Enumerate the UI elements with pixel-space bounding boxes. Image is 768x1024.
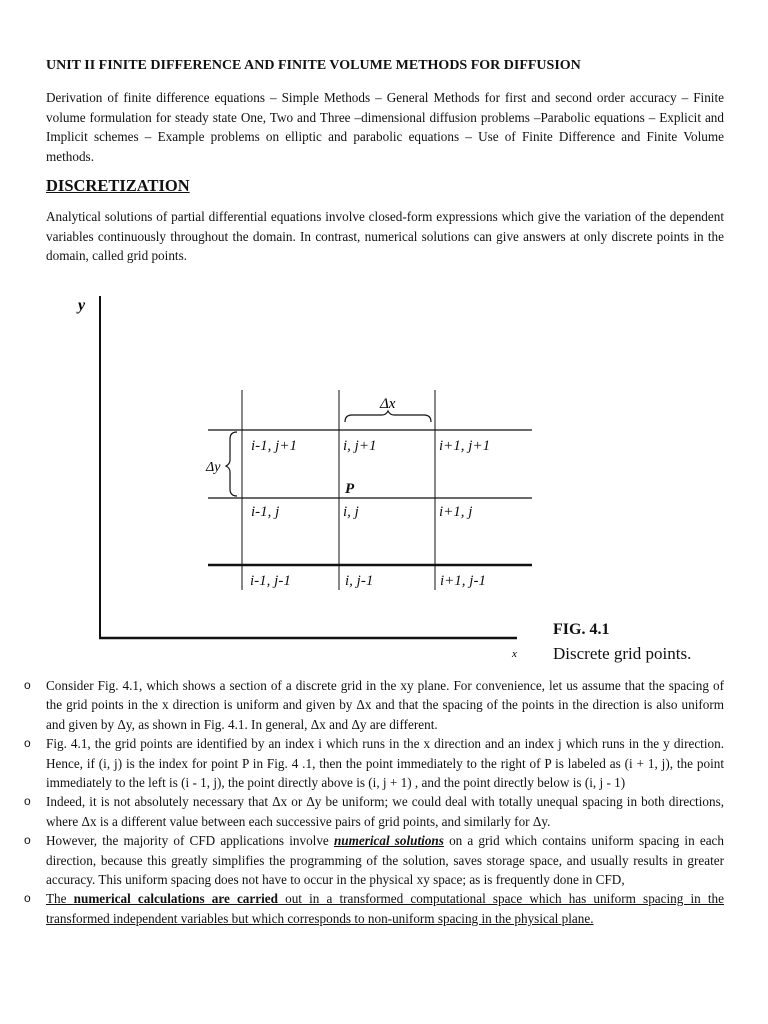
point-p-label: P	[345, 481, 355, 497]
bullet-text: out in a transformed computational space which has uniform spacing in the transformed independent variables but which corresponds to non-uniform spacing in the physical plane.	[46, 891, 724, 926]
dx-brace	[345, 411, 431, 422]
grid-diagram	[0, 280, 768, 670]
label-i-j+1: i, j+1	[343, 438, 377, 454]
bullet-item	[46, 792, 724, 831]
grid-figure	[0, 280, 768, 670]
y-axis-label: y	[78, 297, 86, 314]
label-i-1-j: i-1, j	[251, 504, 280, 520]
dy-label: Δy	[206, 460, 221, 475]
dx-label: Δx	[380, 396, 396, 412]
label-i+1-j: i+1, j	[439, 504, 473, 520]
section-paragraph: Analytical solutions of partial differential equations involve closed-form expressions which give the variation of the dependent variables continuously throughout the domain. In contrast, numerical solutions can give answers at only discrete points in the domain, called grid points.	[46, 209, 724, 264]
x-axis-label: x	[512, 648, 517, 660]
unit-title: UNIT II FINITE DIFFERENCE AND FINITE VOLUME METHODS FOR DIFFUSION	[46, 58, 581, 73]
emphasis-numerical-calculations: numerical calculations are carried	[73, 891, 278, 907]
bullet-item	[46, 676, 724, 734]
bullet-item	[46, 831, 724, 889]
label-i-j-1: i, j-1	[345, 573, 374, 589]
figure-number: FIG. 4.1	[553, 621, 610, 638]
bullet-item	[46, 889, 724, 928]
label-i+1-j+1: i+1, j+1	[439, 438, 491, 454]
bullet-text: Fig. 4.1, the grid points are identified by an index i which runs in the x direction and an index j which runs in the y direction. Hence, if (i, j) is the index for point P in Fig. 4 .1, then the point immediately to the right of P is labeled as (i + 1, j), the point immediately to the left is (i - 1, j), the point directly above is (i, j + 1) , and the point directly below is (i, j - 1)	[46, 736, 724, 791]
section-heading: DISCRETIZATION	[46, 176, 190, 195]
label-i+1-j-1: i+1, j-1	[440, 573, 486, 589]
bullet-item	[46, 734, 724, 792]
bullet-text: Indeed, it is not absolutely necessary that Δx or Δy be uniform; we could deal with totally unequal spacing in both directions, where Δx is a different value between each successive pairs of grid points, and similarly for Δy.	[46, 794, 724, 829]
syllabus-paragraph: Derivation of finite difference equations – Simple Methods – General Methods for first and second order accuracy – Finite volume formulation for steady state One, Two and Three –dimensional diffusion problems –Parabolic equations – Explicit and Implicit schemes – Example problems on elliptic and parabolic equations – Use of Finite Difference and Finite Volume methods.	[46, 90, 724, 164]
label-i-1-j+1: i-1, j+1	[251, 438, 297, 454]
bullet-text: on a grid which contains uniform spacing in each direction, because this greatly simplifies the programming of the solution, saves storage space, and usually results in greater accuracy. This uniform spacing does not have to occur in the physical xy space; as is frequently done in CFD,	[46, 833, 724, 888]
dy-brace	[226, 432, 237, 496]
label-i-j: i, j	[343, 504, 359, 520]
bullet-text: Consider Fig. 4.1, which shows a section of a discrete grid in the xy plane. For convenience, let us assume that the spacing of the grid points in the x direction is uniform and given by Δx and that the spacing of the points in the direction is also uniform and given by Δy, as shown in Fig. 4.1. In general, Δx and Δy are different.	[46, 678, 724, 732]
bullet-text: However, the majority of CFD applications involve	[46, 833, 334, 849]
emphasis-numerical-solutions: numerical solutions	[333, 833, 444, 849]
bullet-text: The	[46, 891, 74, 907]
label-i-1-j-1: i-1, j-1	[250, 573, 291, 589]
figure-caption: Discrete grid points.	[553, 644, 692, 663]
bullet-list	[46, 676, 724, 928]
